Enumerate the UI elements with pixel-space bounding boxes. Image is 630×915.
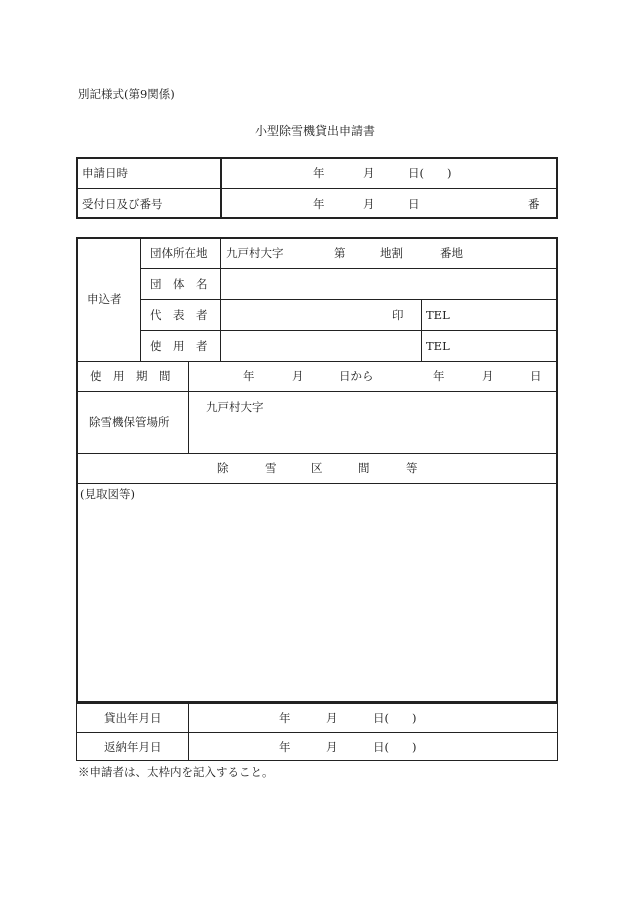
receipt-month: 月 [363,197,375,211]
usage-period-year2[interactable]: 年 [433,369,445,383]
return-year[interactable]: 年 [279,740,291,754]
applicant-row1-divider [140,268,558,269]
top-table-col-divider [220,157,222,219]
period-bottom-line [76,391,558,392]
annex-label: 別記様式(第9関係) [78,87,175,101]
application-day-weekday[interactable]: 日( ) [408,166,452,180]
receipt-label: 受付日及び番号 [82,197,163,211]
receipt-year: 年 [313,197,325,211]
footnote: ※申請者は、太枠内を記入すること。 [78,765,274,779]
sketch-area[interactable] [78,502,556,700]
tel-divider [421,299,422,361]
section-char-2: 雪 [265,461,277,475]
usage-period-month1[interactable]: 月 [292,369,304,383]
applicant-label: 申込者 [87,292,122,306]
application-month[interactable]: 月 [363,166,375,180]
applicant-row2-divider [140,299,558,300]
usage-period-year1[interactable]: 年 [243,369,255,383]
date-table-row-divider [76,732,558,733]
section-char-4: 間 [358,461,370,475]
storage-label: 除雪機保管場所 [89,415,170,429]
org-address-chiwari: 地割 [380,246,403,260]
usage-period-day-from[interactable]: 日から [339,369,374,383]
representative-tel-label: TEL [426,308,450,322]
org-name-field[interactable] [222,270,556,298]
user-label: 使 用 者 [150,339,208,353]
receipt-day: 日 [408,197,420,211]
usage-period-month2[interactable]: 月 [482,369,494,383]
lend-day-weekday[interactable]: 日( ) [373,711,417,725]
period-storage-divider [188,361,189,453]
usage-period-label: 使 用 期 間 [90,369,171,383]
return-day-weekday[interactable]: 日( ) [373,740,417,754]
return-date-label: 返納年月日 [104,740,162,754]
usage-period-day2[interactable]: 日 [530,369,542,383]
sketch-label: (見取図等) [80,487,135,501]
storage-bottom-line [76,453,558,454]
org-address-label: 団体所在地 [150,246,208,260]
section-header-bottom-line [76,483,558,484]
return-month[interactable]: 月 [326,740,338,754]
org-name-label: 団 体 名 [150,277,208,291]
section-char-1: 除 [217,461,229,475]
receipt-number: 番 [528,197,540,211]
top-table-row-divider [76,188,558,189]
applicant-bottom-line [76,361,558,362]
application-datetime-label: 申請日時 [82,166,128,180]
representative-seal: 印 [392,308,404,322]
storage-village[interactable]: 九戸村大字 [206,400,264,414]
section-char-5: 等 [406,461,418,475]
form-title: 小型除雪機貸出申請書 [254,124,375,138]
org-address-dai: 第 [334,246,346,260]
representative-label: 代 表 者 [150,308,208,322]
org-address-banchi: 番地 [440,246,463,260]
lend-month[interactable]: 月 [326,711,338,725]
date-table-col-divider [188,703,189,761]
user-tel-label: TEL [426,339,450,353]
application-year[interactable]: 年 [313,166,325,180]
lend-year[interactable]: 年 [279,711,291,725]
applicant-row3-divider [140,330,558,331]
org-address-village[interactable]: 九戸村大字 [226,246,284,260]
lend-date-label: 貸出年月日 [104,711,162,725]
section-char-3: 区 [311,461,323,475]
